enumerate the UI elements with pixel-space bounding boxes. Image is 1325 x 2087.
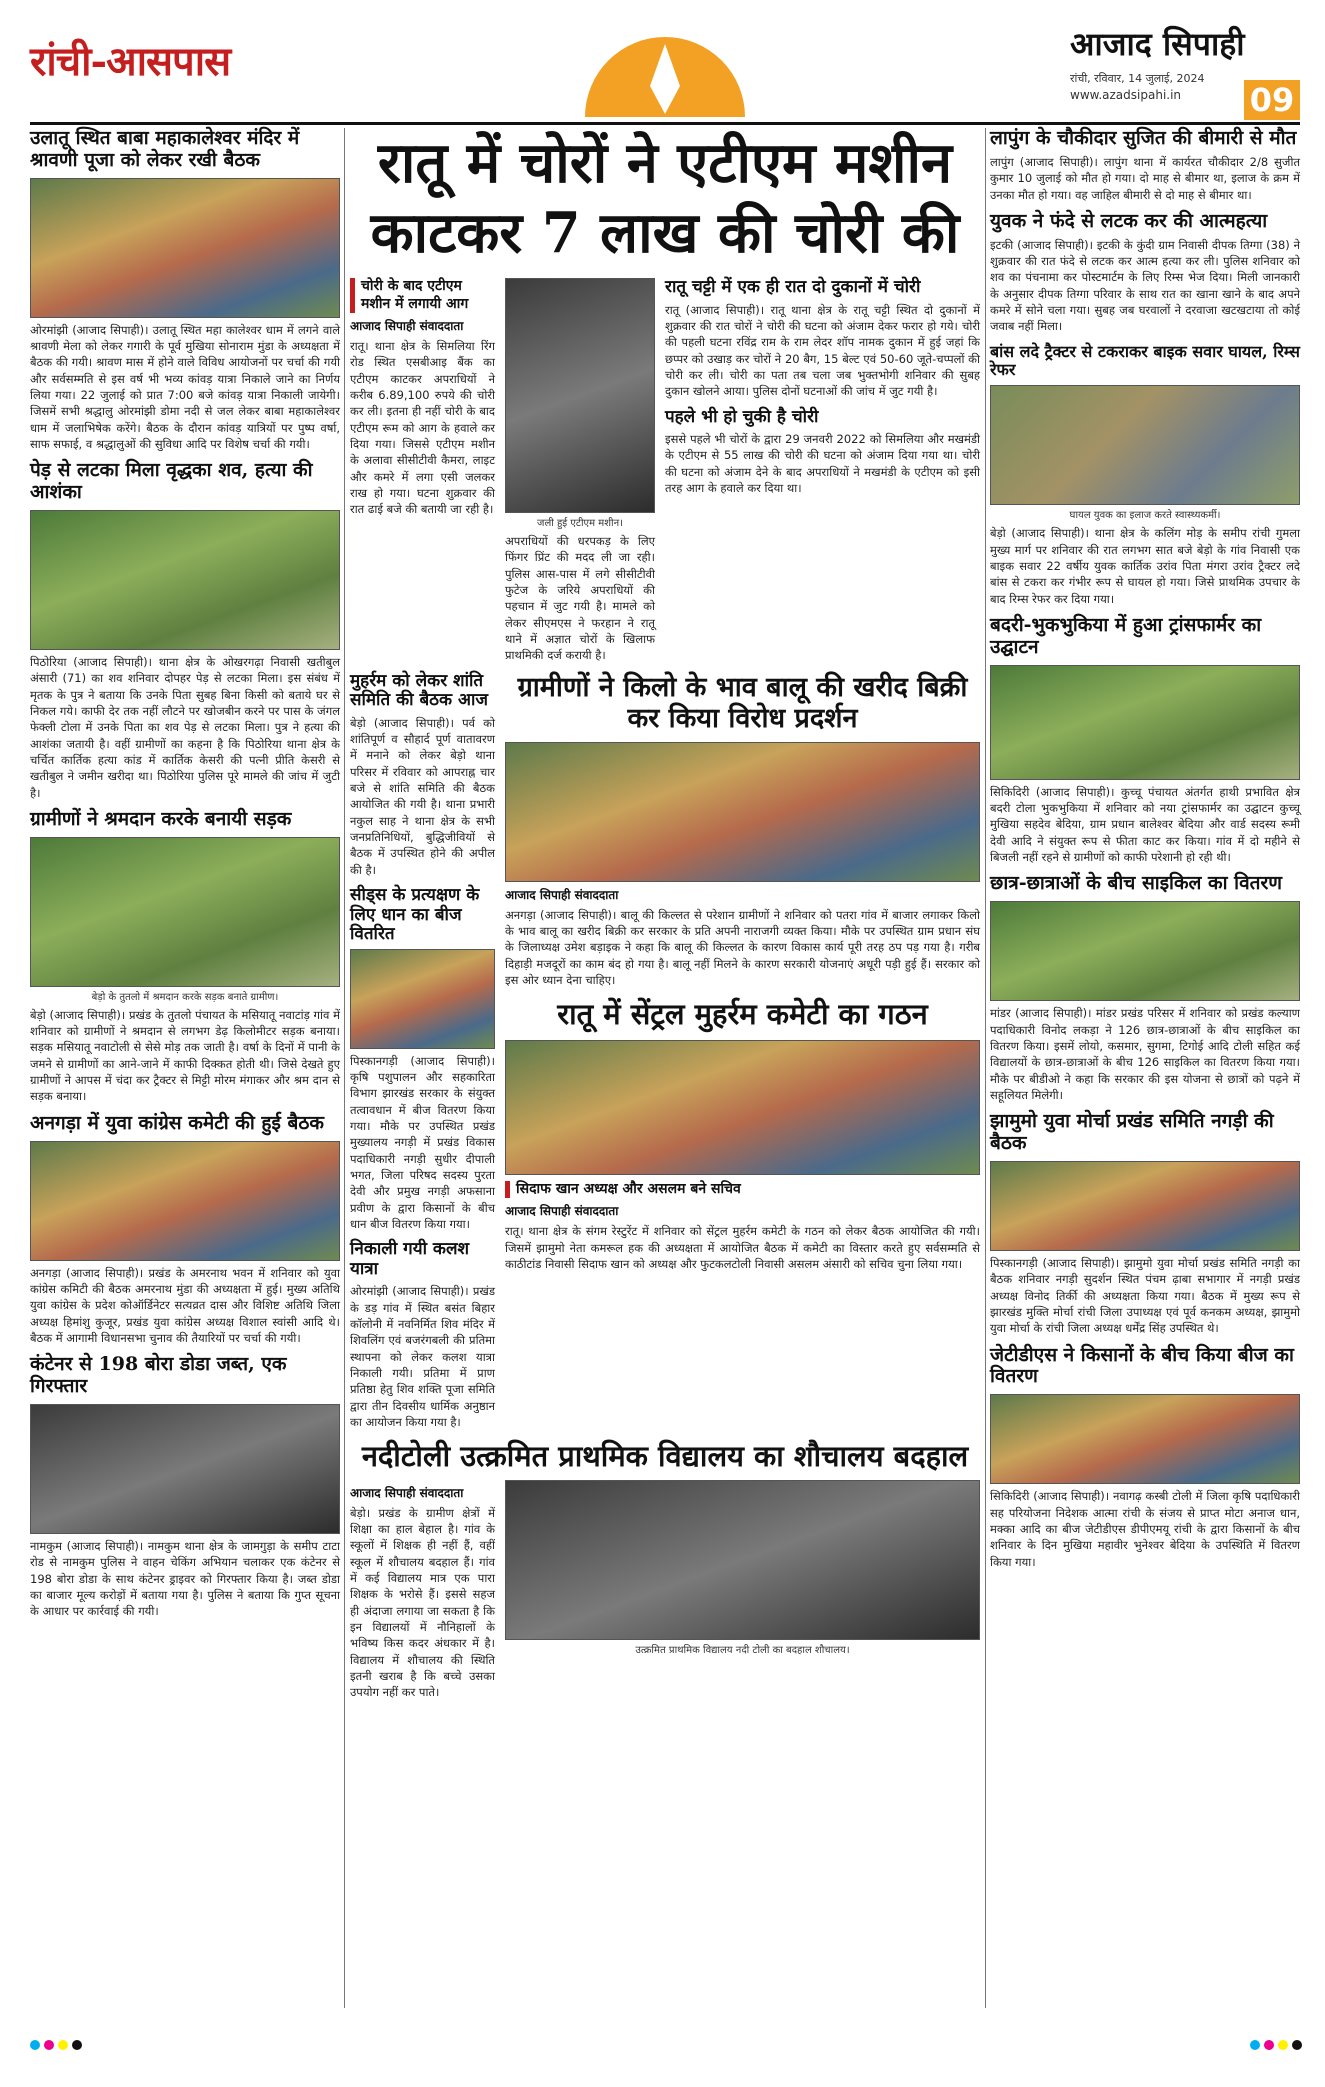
photo-caption: घायल युवक का इलाज करते स्वास्थ्यकर्मी। <box>1069 510 1221 522</box>
headline: कंटेनर से 198 बोरा डोडा जब्त, एक गिरफ्तार <box>30 1353 287 1398</box>
article-body: पिस्कानगड़ी (आजाद सिपाही)। झामुमो युवा मोर्चा प्रखंड समिति नगड़ी का बैठक शनिवार नगड़ी सुदर्शन स्थित पंचम ढ़ाबा सभागार में नगड़ी प्रखंड अध्यक्ष विनोद तिर्की की अध्यक्षता किया गया। बैठक में मुख्य रूप से झारखंड मुक्ति मोर्चा रांची जिला उपाध्यक्ष एवं पूर्व कनकम अध्यक्ष, झामुमो युवा मोर्चा के रांची जिला अध्यक्ष धर्मेंद्र सिंह उपस्थित थे। <box>990 1255 1300 1336</box>
middle-column <box>350 128 980 1709</box>
headline: बदरी-भुकभुकिया में हुआ ट्रांसफार्मर का उद्घाटन <box>990 614 1262 658</box>
edition-date: रांची, रविवार, 14 जुलाई, 2024 <box>1070 72 1205 85</box>
article-body: बेड़ो (आजाद सिपाही)। थाना क्षेत्र के कलिंग मोड़ के समीप रांची गुमला मुख्य मार्ग पर शनिवार की रात लगभग सात बजे बेड़ो के गांव निवासी एक बाइक सवार 22 वर्षीय युवक कार्तिक उरांव पिता मंगरा उरांव ट्रैक्टर लदे बांस से टकरा कर गंभीर रूप से घायल हो गया। जिसे प्राथमिक उपचार के बाद रिम्स रेफर कर दिया गया। <box>990 526 1300 606</box>
article-bike-accident <box>990 343 1300 607</box>
article-body: ओरमांझी (आजाद सिपाही)। उलातू स्थित महा कालेश्वर धाम में लगने वाले श्रावणी मेला को लेकर गगारी के पूर्व मुखिया सोनाराम मुंडा के अध्यक्षता में बैठक की गयी। श्रावण मास में होने वाले विविध आयोजनों पर चर्चा की गयी और सर्वसम्मति से इस वर्ष भी भव्य कांवड़ यात्रा निकाले जाने का निर्णय लिया गया। 22 जुलाई को प्रात 7:00 बजे कांवड़ यात्रा निकाली जायेगी। जिसमें सभी श्रद्धालु ओरमांझी डोमा नदी से जल लेकर बाबा महाकालेश्वर धाम में जलाभिषेक करेंगे। बैठक के दौरान कांवड़ यात्रियों पर पुष्प वर्षा, साफ सफाई, व श्रद्धालुओं की सुविधा आदि पर विशेष चर्चा की गयी। <box>30 322 340 451</box>
article-jmm-meeting <box>990 1111 1300 1336</box>
column-rule <box>344 128 345 2008</box>
photo-transformer-inauguration <box>990 665 1300 780</box>
article-container-doda <box>30 1354 340 1619</box>
headline: लापुंग के चौकीदार सुजित की बीमारी से मौत <box>990 127 1297 149</box>
article-body: मांडर (आजाद सिपाही)। मांडर प्रखंड परिसर में शनिवार को प्रखंड कल्याण पदाधिकारी विनोद लकड़ा ने 126 छात्र-छात्राओं के बीच साइकिल का वितरण किया। इसमें लोयो, कसमार, सुगमा, टिगोई आदि टोली सहित कई विद्यालयों के छात्र-छात्राओं के बीच 126 साइकिल का वितरण किया गया। मौके पर बीडीओ ने कहा कि सरकार की इस योजना से छात्रों को पढ़ने में सहूलियत मिलेगी। <box>990 1006 1300 1102</box>
photo-farmers <box>990 1394 1300 1484</box>
photo-caption: उत्क्रमित प्राथमिक विद्यालय नदी टोली का बदहाल शौचालय। <box>635 1644 850 1656</box>
right-column <box>990 128 1300 1578</box>
byline: आजाद सिपाही संवाददाता <box>350 319 464 333</box>
article-body: बेड़ो (आजाद सिपाही)। प्रखंड के तुतलो पंचायत के मसियातू नवाटांड़ गांव में शनिवार को ग्रामीणों ने श्रमदान से लगभग डेढ़ किलोमीटर सड़क बनाया। सड़क मसियातू नवाटोली से सेसे मोड़ तक जाती है। वर्षा के दिनों में पानी के जमने से ग्रामीणों का आने-जाने में काफी दिक्कत होती थी। जिसे देखते हुए ग्रामीणों ने आपस में चंदा कर ट्रैक्टर से मिट्टी मोरम मंगाकर और श्रम दान से सड़क बनाया। <box>30 1007 340 1104</box>
photo-meeting-group <box>30 178 340 318</box>
headline: मुहर्रम को लेकर शांति समिति की बैठक आज <box>350 670 488 711</box>
article-cycle-distribution <box>990 873 1300 1103</box>
masthead <box>30 22 1300 122</box>
article-shravani-puja <box>30 128 340 452</box>
photo-seed-distribution <box>350 949 495 1049</box>
photo-congress-meeting <box>30 1141 340 1261</box>
photo-caption: जली हुई एटीएम मशीन। <box>537 518 623 529</box>
photo-road-work <box>30 837 340 987</box>
headline: झामुमो युवा मोर्चा प्रखंड समिति नगड़ी की बैठक <box>990 1110 1274 1155</box>
byline: आजाद सिपाही संवाददाता <box>350 1485 464 1500</box>
print-registration-marks <box>1250 2040 1302 2054</box>
article-school-toilet <box>350 1440 980 1700</box>
headline: रातू में सेंट्रल मुहर्रम कमेटी का गठन <box>557 997 928 1032</box>
photo-burnt-atm <box>505 278 655 513</box>
article-body: रातू (आजाद सिपाही)। रातू थाना क्षेत्र के रातू चट्टी स्थित दो दुकानों में शुक्रवार की रात चोरों ने चोरी की घटना को अंजाम देकर फरार हो गये। चोरी की पहली घटना रविंद्र राम के राम लेदर शॉप नामक दुकान में हुई जहां कि छप्पर को उखाड़ कर चोरों ने 20 बैग, 15 बेल्ट एवं 50-60 जूते-चप्पलों की चोरी कर ली। चोरी का पता तब चला जब भुक्तभोगी शनिवार की सुबह दुकान खोलने आया। पुलिस दोनों घटनाओं की जांच में जुट गयी है। <box>665 302 980 399</box>
article-body: पिस्कानगड़ी (आजाद सिपाही)। कृषि पशुपालन और सहकारिता विभाग झारखंड सरकार के संयुक्त तत्वावधान में बीज वितरण किया गया। मौके पर उपस्थित प्रखंड मुख्यालय नगड़ी में प्रखंड विकास पदाधिकारी नगड़ी सुधीर दीपाली भगत, जिला परिषद सदस्य पुरता देवी और प्रमुख नगड़ी अफसाना प्रवीण के द्वारा किसानों के बीच धान बीज वितरण किया गया। <box>350 1053 495 1231</box>
article-body: सिकिदिरी (आजाद सिपाही)। नवागढ़ कस्बी टोली में जिला कृषि पदाधिकारी सह परियोजना निदेशक आत्मा रांची के संजय से प्राप्त मोटा अनाज धान, मक्का आदि का बीज जेटीडीएस डीपीएमयू रांची के द्वारा किसानों के बीच शनिवार के दिन मुखिया महावीर भुनेश्वर बेदिया के उपस्थिति में वितरण किया गया। <box>990 1489 1300 1569</box>
article-body: पिठोरिया (आजाद सिपाही)। थाना क्षेत्र के ओखरगढ़ा निवासी खतीबुल अंसारी (71) का शव शनिवार दोपहर पेड़ से लटका मिला। इस संबंध में मृतक के पुत्र ने बताया कि उनके पिता सुबह बिना किसी को बताये घर से निकल गये। काफी देर तक नहीं लौटने पर खोजबीन करने पर पास के जंगल फेक्ली टोला में उनके पिता का शव पेड़ से लटका मिला। पुत्र ने हत्या की आशंका जतायी है। वहीं ग्रामीणों का कहना है कि पिठोरिया थाना क्षेत्र के चर्चित कार्तिक हत्या कांड में कार्तिक केसरी की पत्नी प्रीति केसरी से खतीबुल ने जमीन खरीदा था। पिठोरिया पुलिस पूरे मामले की जांच में जुटी है। <box>30 655 340 800</box>
headline: सीड्स के प्रत्यक्षण के लिए धान का बीज वितरित <box>350 885 480 945</box>
article-body: इससे पहले भी चोरों के द्वारा 29 जनवरी 2022 को सिमलिया और मखमंडी के एटीएम से 55 लाख की चोरी की घटना को अंजाम दिया गया था। चोरी की घटना को अंजाम देने के बाद अपराधियों ने मखमंडी के एटीएम को इसी तरह आग के हवाले कर दिया था। <box>665 432 980 496</box>
article-body: अनगड़ा (आजाद सिपाही)। बालू की किल्लत से परेशान ग्रामीणों ने शनिवार को पतरा गांव में बाजार लगाकर किलो के भाव बालू का खरीद बिक्री कर सरकार के प्रति अपनी नाराजगी व्यक्त किया। मौके पर उपस्थित ग्राम प्रधान संघ के जिलाध्यक्ष उमेश बड़ाइक ने कहा कि बालू की किल्लत के कारण विकास कार्य पूरी तरह ठप पड़ गया है। गरीब दिहाड़ी मजदूरों का काम बंद हो गया है। बालू नहीं मिलने के कारण सरकारी योजनाएं अधूरी पड़ी हुई हैं। सरकार को इस ओर ध्यान देना चाहिए। <box>505 907 980 988</box>
headline: नदीटोली उत्क्रमित प्राथमिक विद्यालय का शौचालय बदहाल <box>361 1439 969 1474</box>
brand-name: आजाद सिपाही <box>1070 25 1245 63</box>
article-suicide <box>990 211 1300 335</box>
headline: बांस लदे ट्रैक्टर से टकराकर बाइक सवार घायल, रिम्स रेफर <box>990 341 1300 380</box>
kicker: सिदाफ खान अध्यक्ष और असलम बने सचिव <box>505 1181 980 1199</box>
photo-muharram-committee <box>505 1040 980 1175</box>
byline: आजाद सिपाही संवाददाता <box>505 887 619 902</box>
masthead-rule <box>30 122 1300 125</box>
photo-caption: बेड़ो के तुतलो में श्रमदान करके सड़क बनाते ग्रामीण। <box>91 991 279 1003</box>
lead-headline: रातू में चोरों ने एटीएम मशीन काटकर 7 लाख की चोरी की <box>370 130 960 266</box>
headline: ग्रामीणों ने किलो के भाव बालू की खरीद बिक्री कर किया विरोध प्रदर्शन <box>517 671 968 734</box>
article-chowkidar-death <box>990 128 1300 203</box>
photo-jmm-meeting <box>990 1161 1300 1251</box>
section-title: रांची-आसपास <box>30 38 231 85</box>
page-number: 09 <box>1244 80 1300 120</box>
print-registration-marks <box>30 2040 82 2054</box>
article-youth-congress <box>30 1113 340 1346</box>
website-url: www.azadsipahi.in <box>1070 88 1182 102</box>
headline: युवक ने फंदे से लटक कर की आत्महत्या <box>990 209 1268 232</box>
left-column <box>30 128 340 1628</box>
article-body: रातू। थाना क्षेत्र के सिमलिया रिंग रोड स्थित एसबीआइ बैंक का एटीएम काटकर अपराधियों ने करीब 6.89,100 रुपये की चोरी कर ली। इतना ही नहीं चोरी के बाद एटीएम रूम को आग के हवाले कर दिया गया। जिससे एटीएम मशीन के अलावा सीसीटीवी कैमरा, लाइट और कमरे में लगा एसी जलकर राख हो गया। घटना शुक्रवार की रात ढाई बजे की बतायी जा रही है। <box>350 339 495 517</box>
article-body: अनगड़ा (आजाद सिपाही)। प्रखंड के अमरनाथ भवन में शनिवार को युवा कांग्रेस कमिटी की बैठक अमरनाथ मुंडा की अध्यक्षता में हुई। मुख्य अतिथि युवा कांग्रेस के प्रदेश कोऑर्डिनेटर सत्यव्रत दास और विशिष्ट अतिथि जिला अध्यक्ष हिमांशु कुजूर, प्रखंड युवा कांग्रेस अध्यक्ष विशाल स्वांसी आदि थे। बैठक में आगामी विधानसभा चुनाव की तैयारियों पर चर्चा की गयी। <box>30 1265 340 1345</box>
article-road-shramdan <box>30 809 340 1105</box>
photo-sand-protest <box>505 742 980 882</box>
photo-bicycles <box>990 901 1300 1001</box>
kicker: चोरी के बाद एटीएम मशीन में लगायी आग <box>350 278 495 313</box>
headline: रातू चट्टी में एक ही रात दो दुकानों में चोरी <box>665 277 921 297</box>
byline: आजाद सिपाही संवाददाता <box>505 1204 619 1219</box>
article-body: ओरमांझी (आजाद सिपाही)। प्रखंड के डड़ गांव में स्थित बसंत बिहार कॉलोनी में नवनिर्मित शिव मंदिर में शिवलिंग एवं बजरंगबली की प्रतिमा स्थापना को लेकर कलश यात्रा निकाली गयी। प्रतिमा में प्राण प्रतिष्ठा हेतु शिव शक्ति पूजा समिति द्वारा तीन दिवसीय धार्मिक अनुष्ठान का आयोजन किया गया है। <box>350 1284 495 1429</box>
article-body: रातू। थाना क्षेत्र के संगम रेस्टुरेंट में शनिवार को सेंट्रल मुहर्रम कमेटी के गठन को लेकर बैठक आयोजित की गयी। जिसमें झामुमो नेता कमरूल हक की अध्यक्षता में आयोजित बैठक में कमेटी का विस्तार करते हुए सर्वसम्मति से काठीटांड निवासी सिदाफ खान को अध्यक्ष और फुटकलटोली निवासी असलम अंसारी को सचिव चुना लिया गया। <box>505 1224 980 1271</box>
photo-container-seizure <box>30 1404 340 1534</box>
article-body: लापुंग (आजाद सिपाही)। लापुंग थाना में कार्यरत चौकीदार 2/8 सुजीत कुमार 10 जुलाई को मौत हो गया। दो माह से बीमार था, इलाज के क्रम में उनका मौत हो गया। वह जाहिल बीमारी से दो माह से बीमार था। <box>990 154 1300 202</box>
headline: अनगड़ा में युवा कांग्रेस कमेटी की हुई बैठक <box>30 1111 324 1134</box>
article-body: बेड़ो। प्रखंड के ग्रामीण क्षेत्रों में शिक्षा का हाल बेहाल है। गांव के स्कूलों में शिक्षक ही नहीं हैं, वहीं स्कूल में शौचालय बदहाल हैं। गांव में कई विद्यालय मात्र एक पारा शिक्षक के भरोसे हैं। इससे सहज ही अंदाजा लगाया जा सकता है कि इन विद्यालयों में नौनिहालों के भविष्य किस कदर अंधकार में है। विद्यालय में शौचालय की स्थिति इतनी खराब है कि बच्चे उसका उपयोग नहीं कर पाते। <box>350 1505 495 1700</box>
headline: पेड़ से लटका मिला वृद्धका शव, हत्या की आशंका <box>30 459 313 504</box>
headline: निकाली गयी कलश यात्रा <box>350 1239 470 1279</box>
article-seed-farmers <box>990 1345 1300 1570</box>
article-body: नामकुम (आजाद सिपाही)। नामकुम थाना क्षेत्र के जामगुड़ा के समीप टाटा रोड से नामकुम पुलिस ने वाहन चेकिंग अभियान चलाकर एक कंटेनर से 198 बोरा डोडा के साथ कंटेनर ड्राइवर को गिरफ्तार किया है। जब्त डोडा का बाजार मूल्य करोड़ों में बताया गया है। पुलिस ने बताया कि गुप्त सूचना के आधार पर कार्रवाई की गयी। <box>30 1538 340 1619</box>
article-body-cont: अपराधियों की धरपकड़ के लिए फिंगर प्रिंट की मदद ली जा रही। पुलिस आस-पास में लगे सीसीटीवी फुटेज के जरिये अपराधियों की पहचान में जुट गयी है। मामले को लेकर सीएमएस ने फरहान ने रातू थाने में अज्ञात चोरों के खिलाफ प्राथमिकी दर्ज करायी है। <box>505 534 655 663</box>
headline: ग्रामीणों ने श्रमदान करके बनायी सड़क <box>30 807 292 830</box>
article-body: बेड़ो (आजाद सिपाही)। पर्व को शांतिपूर्ण व सौहार्द पूर्ण वातावरण में मनाने को लेकर बेड़ो थाना परिसर में रविवार को आपराह्न चार बजे से शांति समिति की बैठक आयोजित की गयी है। थाना प्रभारी नकुल साह ने थाना क्षेत्र के सभी जनप्रतिनिधियों, बुद्धिजीवियों से बैठक में उपस्थित होने की अपील की है। <box>350 715 495 877</box>
headline: पहले भी हो चुकी है चोरी <box>665 406 819 427</box>
photo-tree-crowd <box>30 510 340 650</box>
column-rule <box>985 128 986 2008</box>
headline: उलातू स्थित बाबा महाकालेश्वर मंदिर में श्रावणी पूजा को लेकर रखी बैठक <box>30 127 300 171</box>
headline: जेटीडीएस ने किसानों के बीच किया बीज का वितरण <box>990 1343 1294 1388</box>
article-body: सिकिदिरी (आजाद सिपाही)। कुच्चू पंचायत अंतर्गत हाथी प्रभावित क्षेत्र बदरी टोला भुकभुकिया में शनिवार को नया ट्रांसफार्मर का उद्घाटन कुच्चू मुखिया सहदेव बेदिया, ग्राम प्रधान बालेश्वर बेदिया और वार्ड सदस्य रूमी देवी आदि ने संयुक्त रूप से फीता काट कर किया। गांव में दो महीने से बिजली नहीं रहने से ग्रामीणों को काफी परेशानी हो रही थी। <box>990 784 1300 865</box>
photo-injured-youth <box>990 385 1300 505</box>
article-transformer <box>990 615 1300 865</box>
lead-article-atm-theft <box>350 128 980 664</box>
article-tree-body <box>30 460 340 801</box>
headline: छात्र-छात्राओं के बीच साइकिल का वितरण <box>990 872 1283 895</box>
photo-school-toilet <box>505 1480 980 1640</box>
article-body: इटकी (आजाद सिपाही)। इटकी के कुंदी ग्राम निवासी दीपक तिग्गा (38) ने शुक्रवार की रात फंदे से लटक कर आत्म हत्या कर ली। पुलिस शनिवार को शव का पंचनामा कर पोस्टमार्टम के लिए रिम्स भेज दिया। मिली जानकारी के अनुसार दीपक तिग्गा परिवार के साथ रात का खाना खाने के बाद अपने कमरे में सोने चला गया। सुबह जब घरवालों ने दरवाजा खटखटाया तो कोई जवाब नहीं मिला। <box>990 237 1300 334</box>
